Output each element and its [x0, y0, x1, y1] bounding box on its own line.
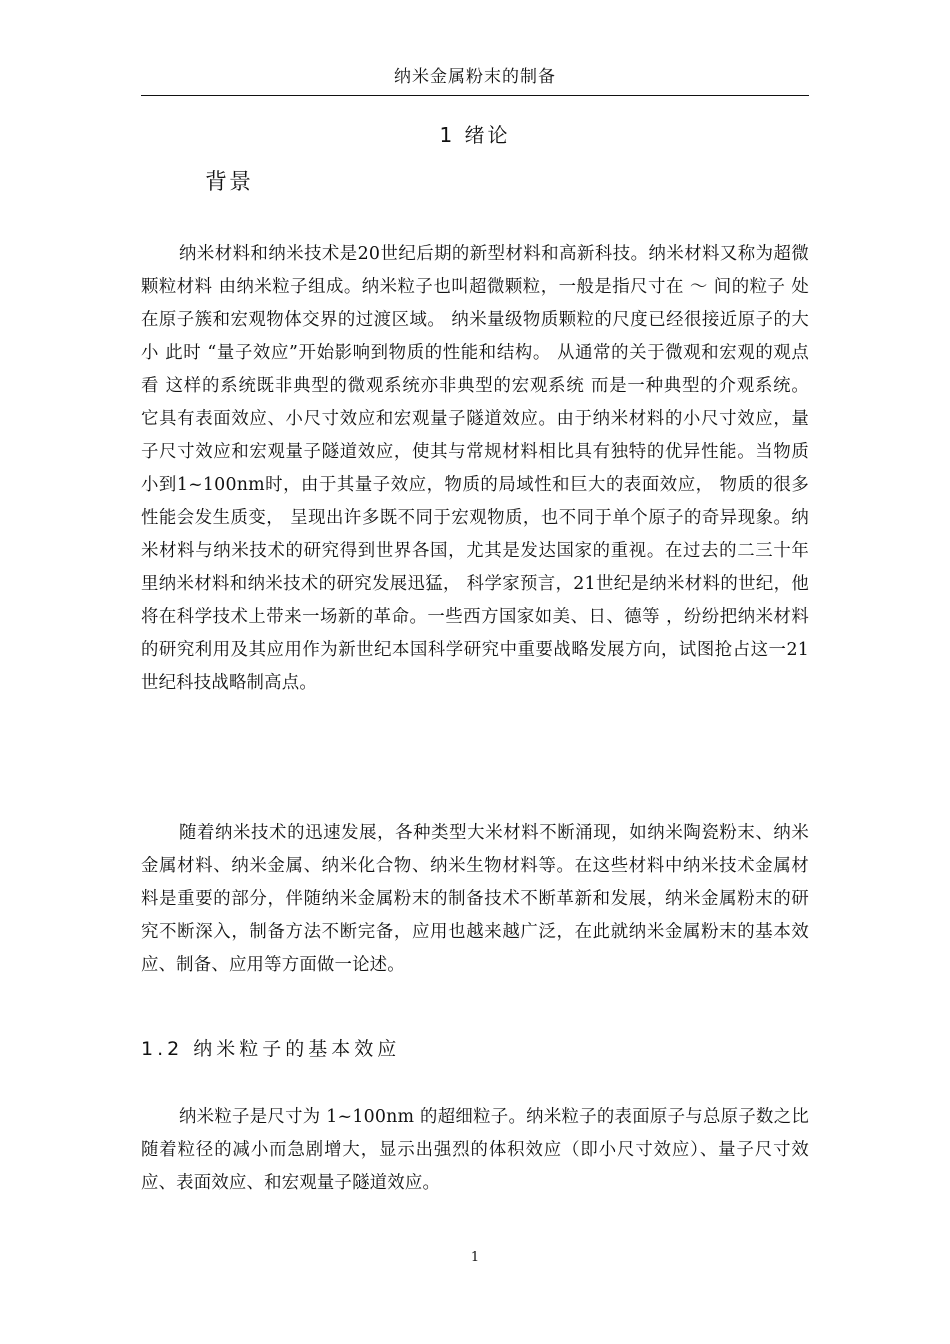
section-heading-1-2: 1.2 纳米粒子的基本效应	[141, 1038, 401, 1060]
page-number: 1	[470, 1250, 480, 1265]
section-heading-background: 背景	[205, 170, 254, 195]
chapter-title: 1 绪论	[439, 123, 511, 147]
running-header: 纳米金属粉末的制备	[394, 67, 556, 87]
paragraph-background-2: 随着纳米技术的迅速发展，各种类型大米材料不断涌现，如纳米陶瓷粉末、纳米金属材料、纳米金属、纳米化合物、纳米生物材料等。在这些材料中纳米技术金属材料是重要的部分，伴随纳米金属粉末的制备技术不断革新和发展，纳米金属粉末的研究不断深入，制备方法不断完备，应用也越来越广泛，在此就纳米金属粉末的基本效应、制备、应用等方面做一论述。	[141, 823, 809, 975]
paragraph-background-1: 纳米材料和纳米技术是20世纪后期的新型材料和高新科技。纳米材料又称为超微颗粒材料 由纳米粒子组成。纳米粒子也叫超微颗粒，一般是指尺寸在 ～ 间的粒子 处在原子簇和宏观物体交界的过渡区域。 纳米量级物质颗粒的尺度已经很接近原子的大小 此时 “量子效应”开始影响到物质的性能和结构。 从通常的关于微观和宏观的观点看 这样的系统既非典型的微观系统亦非典型的宏观系统 而是一种典型的介观系统。 它具有表面效应、小尺寸效应和宏观量子隧道效应。由于纳米材料的小尺寸效应，量子尺寸效应和宏观量子隧道效应，使其与常规材料相比具有独特的优异性能。当物质小到1~100nm时，由于其量子效应，物质的局域性和巨大的表面效应， 物质的很多性能会发生质变， 呈现出许多既不同于宏观物质，也不同于单个原子的奇异现象。纳米材料与纳米技术的研究得到世界各国，尤其是发达国家的重视。在过去的二三十年里纳米材料和纳米技术的研究发展迅猛， 科学家预言，21世纪是纳米材料的世纪，他将在科学技术上带来一场新的革命。一些西方国家如美、日、德等 ，纷纷把纳米材料的研究利用及其应用作为新世纪本国科学研究中重要战略发展方向，试图抢占这一21世纪科技战略制高点。	[141, 244, 809, 693]
paragraph-basic-effects: 纳米粒子是尺寸为 1~100nm 的超细粒子。纳米粒子的表面原子与总原子数之比随着粒径的减小而急剧增大，显示出强烈的体积效应（即小尺寸效应）、量子尺寸效应、表面效应、和宏观量子隧道效应。	[141, 1107, 809, 1193]
header-rule	[141, 95, 809, 96]
